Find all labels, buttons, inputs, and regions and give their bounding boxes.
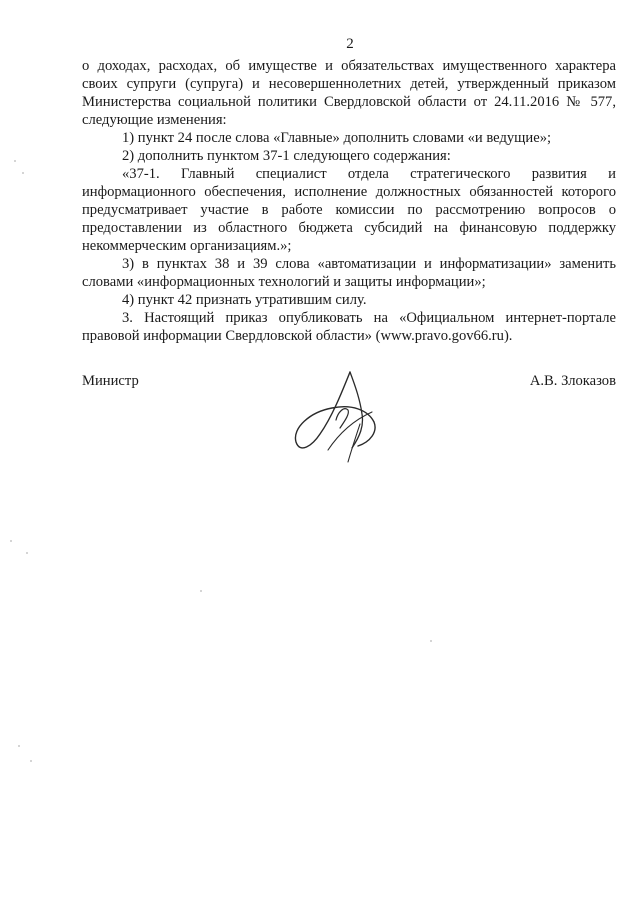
paragraph-item-3: 3) в пунктах 38 и 39 слова «автоматизации и информатизации» заменить словами «информационных технологий и защиты информации»;: [82, 256, 616, 290]
paragraph-item-1: 1) пункт 24 после слова «Главные» дополнить словами «и ведущие»;: [122, 130, 552, 146]
scan-speck: [10, 540, 12, 542]
paragraph-item-37-1: «37-1. Главный специалист отдела стратегического развития и информационного обеспечения, исполнение должностных обязанностей которого предусматривает участие в работе комиссии по рассмотрению вопросов о предоставлении из областного бюджета субсидий на финансовую поддержку некоммерческим организациям.»;: [82, 166, 616, 254]
paragraph-publication: 3. Настоящий приказ опубликовать на «Официальном интернет-портале правовой информации Свердловской области» (www.pravo.gov66.ru).: [82, 310, 616, 344]
scan-speck: [26, 552, 28, 554]
paragraph-item-4: 4) пункт 42 признать утратившим силу.: [122, 292, 367, 308]
scan-speck: [30, 760, 32, 762]
paragraph-item-2: 2) дополнить пунктом 37-1 следующего содержания:: [122, 148, 451, 164]
signatory-title: Министр: [82, 373, 139, 389]
scan-speck: [18, 745, 20, 747]
paragraph-intro: о доходах, расходах, об имуществе и обязательствах имущественного характера своих супруги (супруга) и несовершеннолетних детей, утвержденный приказом Министерства социальной политики Свердловской области от 24.11.2016 № 577, следующие изменения:: [82, 58, 616, 128]
document-body: [82, 57, 616, 345]
scan-speck: [22, 172, 24, 174]
signatory-name: А.В. Злоказов: [529, 373, 616, 389]
page-number: 2: [346, 36, 354, 52]
handwritten-signature-icon: [290, 362, 400, 472]
scan-speck: [430, 640, 432, 642]
scan-speck: [200, 590, 202, 592]
scan-speck: [14, 160, 16, 162]
